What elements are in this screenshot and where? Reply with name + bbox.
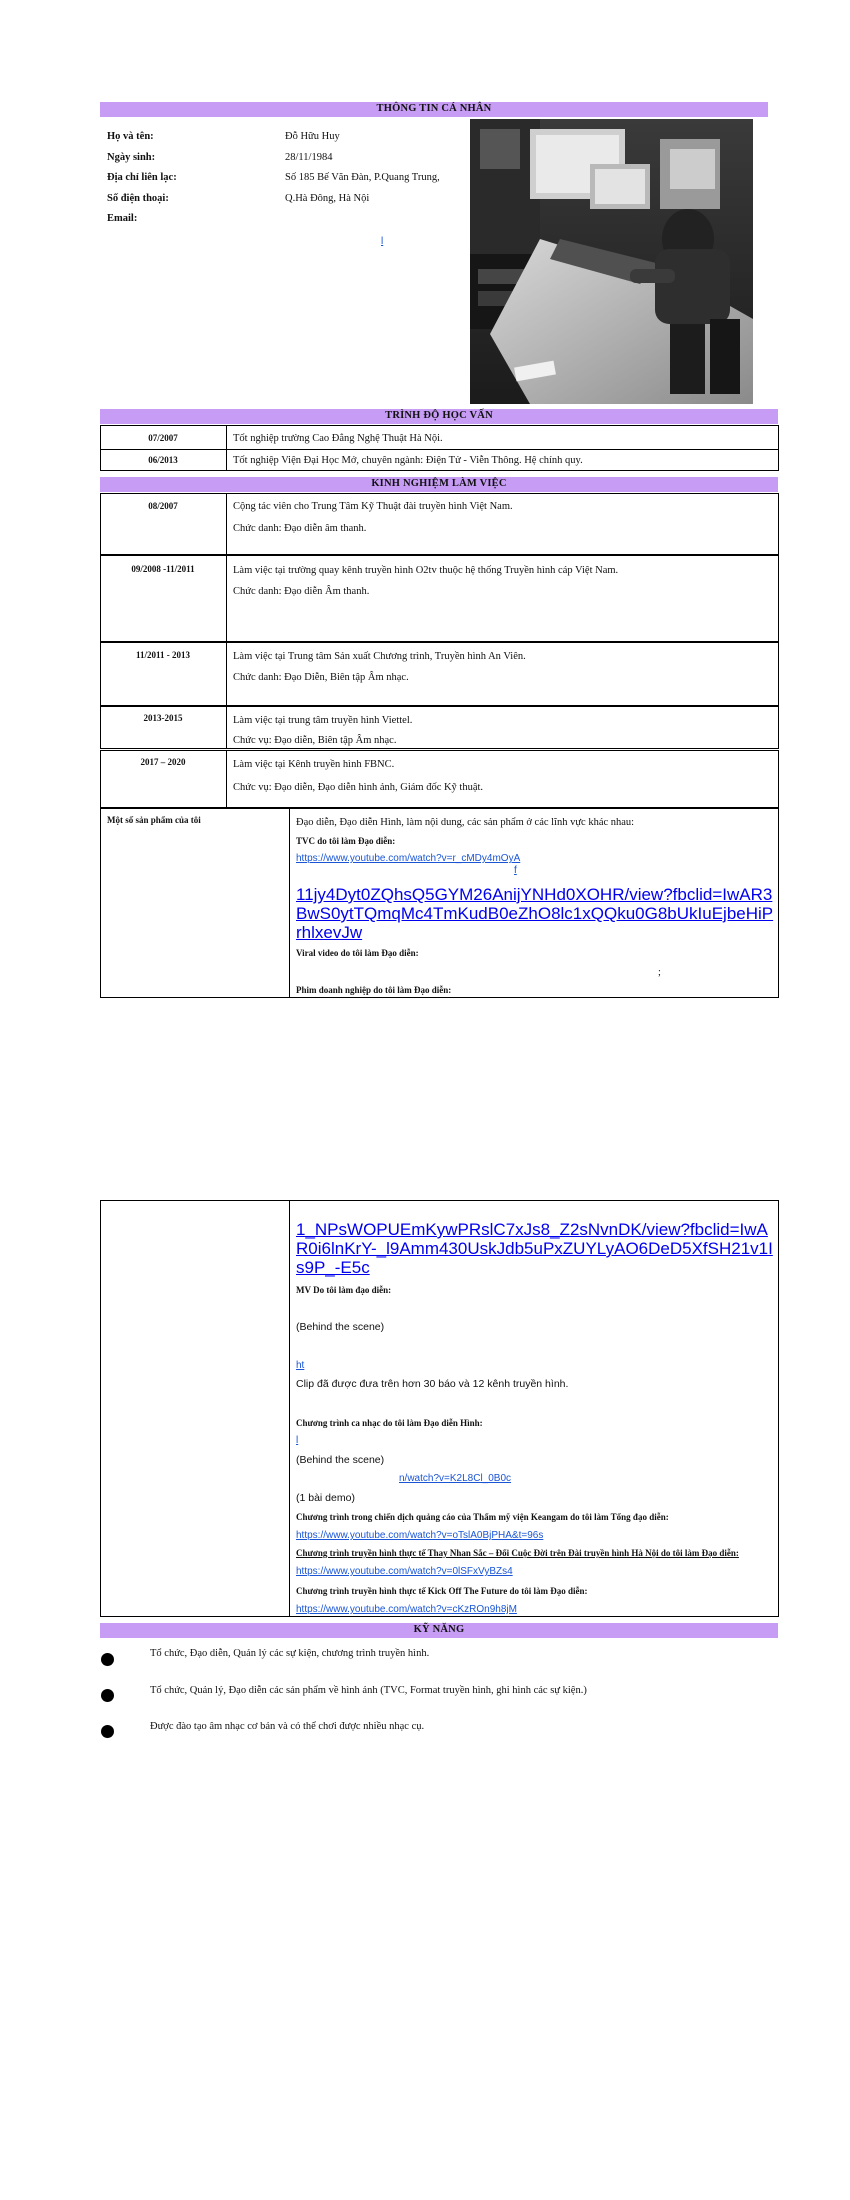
education-text: Tốt nghiệp trường Cao Đẳng Nghệ Thuật Hà Nội. bbox=[233, 433, 443, 444]
experience-line2: Chức danh: Đạo diễn Âm thanh. bbox=[233, 586, 370, 597]
experience-date: 08/2007 bbox=[148, 501, 178, 511]
clip-note: Clip đã được đưa trên hơn 30 báo và 12 kênh truyền hình. bbox=[296, 1378, 569, 1390]
film-heading: Phim doanh nghiệp do tôi làm Đạo diễn: bbox=[296, 985, 452, 995]
viral-semicolon: ; bbox=[658, 967, 661, 978]
experience-line1: Làm việc tại Trung tâm Sản xuất Chương trình, Truyền hình An Viên. bbox=[233, 651, 526, 662]
tvc-link[interactable]: https://www.youtube.com/watch?v=r_cMDy4mOyA bbox=[296, 853, 521, 864]
reality2-link[interactable]: https://www.youtube.com/watch?v=cKzROn9h8jM bbox=[296, 1604, 517, 1615]
music-heading: Chương trình ca nhạc do tôi làm Đạo diễn Hình: bbox=[296, 1418, 483, 1428]
behind-scene-2: (Behind the scene) bbox=[296, 1454, 385, 1466]
skill-item: Được đào tạo âm nhạc cơ bản và có thể chơi được nhiều nhạc cụ. bbox=[150, 1721, 425, 1732]
dob-label: Ngày sinh: bbox=[107, 152, 156, 163]
reality1-link[interactable]: https://www.youtube.com/watch?v=0lSFxVyBZs4 bbox=[296, 1566, 513, 1577]
education-col-divider bbox=[226, 425, 227, 471]
studio-photo-icon bbox=[470, 119, 753, 404]
experience-col-divider bbox=[226, 706, 227, 749]
experience-col-divider bbox=[226, 750, 227, 808]
name-value: Đỗ Hữu Huy bbox=[285, 131, 340, 142]
products-col-divider bbox=[289, 808, 290, 998]
tvc-heading: TVC do tôi làm Đạo diễn: bbox=[296, 836, 396, 846]
experience-line1: Làm việc tại Kênh truyền hình FBNC. bbox=[233, 759, 395, 770]
phone-label: Số điện thoại: bbox=[107, 193, 169, 204]
experience-line1: Làm việc tại trung tâm truyền hình Viettel. bbox=[233, 715, 413, 726]
bullet-icon bbox=[101, 1689, 114, 1702]
experience-date: 09/2008 -11/2011 bbox=[131, 564, 195, 574]
experience-date: 2013-2015 bbox=[143, 713, 183, 723]
experience-date: 2017 – 2020 bbox=[140, 757, 186, 767]
products-col-divider bbox=[289, 1200, 290, 1617]
mv-heading: MV Do tôi làm đạo diễn: bbox=[296, 1285, 392, 1295]
reality2-heading: Chương trình truyền hình thực tế Kick Off The Future do tôi làm Đạo diễn: bbox=[296, 1586, 588, 1596]
experience-line1: Làm việc tại trường quay kênh truyền hình O2tv thuộc hệ thống Truyền hình cáp Việt Nam. bbox=[233, 565, 619, 576]
education-text: Tốt nghiệp Viện Đại Học Mở, chuyên ngành: Điện Tử - Viễn Thông. Hệ chính quy. bbox=[233, 455, 583, 466]
experience-col-divider bbox=[226, 493, 227, 555]
email-label: Email: bbox=[107, 213, 138, 224]
keangam-heading: Chương trình trong chiến dịch quảng cáo của Thẩm mỹ viện Keangam do tôi làm Tổng đạo diễn: bbox=[296, 1512, 669, 1522]
experience-line2: Chức danh: Đạo Diễn, Biên tập Âm nhạc. bbox=[233, 672, 409, 683]
bullet-icon bbox=[101, 1725, 114, 1738]
link-fragment-ht[interactable]: ht bbox=[296, 1360, 305, 1371]
viral-heading: Viral video do tôi làm Đạo diễn: bbox=[296, 948, 419, 958]
address-line2: Q.Hà Đông, Hà Nội bbox=[285, 193, 370, 204]
behind-scene-1: (Behind the scene) bbox=[296, 1321, 385, 1333]
experience-header: KINH NGHIỆM LÀM VIỆC bbox=[100, 477, 778, 492]
link-fragment-l[interactable]: l bbox=[296, 1435, 299, 1446]
reality1-heading: Chương trình truyền hình thực tế Thay Nhan Sắc – Đổi Cuộc Đời trên Đài truyền hình Hà Nội do tôi làm Đạo diễn: bbox=[296, 1548, 739, 1558]
personal-info-header: THÔNG TIN CÁ NHÂN bbox=[100, 102, 768, 117]
demo-note: (1 bài demo) bbox=[296, 1492, 355, 1504]
address-line1: Số 185 Bế Văn Đàn, P.Quang Trung, bbox=[285, 172, 440, 183]
experience-line2: Chức vụ: Đạo diễn, Đạo diễn hình ảnh, Giám đốc Kỹ thuật. bbox=[233, 782, 484, 793]
experience-line2: Chức danh: Đạo diễn âm thanh. bbox=[233, 523, 367, 534]
link-fragment-f[interactable]: f bbox=[514, 865, 517, 876]
email-link[interactable]: l bbox=[381, 236, 384, 247]
education-divider bbox=[100, 449, 779, 450]
skills-header: KỸ NĂNG bbox=[100, 1623, 778, 1638]
experience-line2: Chức vụ: Đạo diễn, Biên tập Âm nhạc. bbox=[233, 735, 397, 746]
experience-line1: Cộng tác viên cho Trung Tâm Kỹ Thuật đài truyền hình Việt Nam. bbox=[233, 501, 513, 512]
experience-col-divider bbox=[226, 642, 227, 706]
bullet-icon bbox=[101, 1653, 114, 1666]
education-date: 07/2007 bbox=[148, 433, 178, 443]
products-label: Một số sản phẩm của tôi bbox=[107, 815, 201, 825]
products-intro: Đạo diễn, Đạo diễn Hình, làm nội dung, các sản phẩm ở các lĩnh vực khác nhau: bbox=[296, 817, 635, 828]
address-label: Địa chỉ liên lạc: bbox=[107, 172, 177, 183]
keangam-link[interactable]: https://www.youtube.com/watch?v=oTslA0BjPHA&t=96s bbox=[296, 1530, 544, 1541]
education-header: TRÌNH ĐỘ HỌC VẤN bbox=[100, 409, 778, 424]
profile-photo bbox=[470, 119, 753, 404]
drive-link-1[interactable]: 11jy4Dyt0ZQhsQ5GYM26AnijYNHd0XOHR/view?fbclid=IwAR3BwS0ytTQmqMc4TmKudB0eZhO8lc1xQQku0G8bUkIuEjbeHiPrhlxevJw bbox=[296, 885, 774, 942]
experience-col-divider bbox=[226, 555, 227, 642]
drive-link-2[interactable]: 1_NPsWOPUEmKywPRslC7xJs8_Z2sNvnDK/view?fbclid=IwAR0i6lnKrY-_l9Amm430UskJdb5uPxZUYLyAO6DeD5XfSH21v1Is9P_-E5c bbox=[296, 1220, 773, 1277]
skill-item: Tổ chức, Đạo diễn, Quản lý các sự kiện, chương trình truyền hình. bbox=[150, 1648, 430, 1659]
experience-date: 11/2011 - 2013 bbox=[135, 650, 190, 660]
dob-value: 28/11/1984 bbox=[285, 152, 333, 163]
skill-item: Tổ chức, Quản lý, Đạo diễn các sản phẩm về hình ảnh (TVC, Format truyền hình, ghi hình các sự kiện.) bbox=[150, 1685, 587, 1696]
education-date: 06/2013 bbox=[148, 455, 178, 465]
music-link[interactable]: n/watch?v=K2L8Cl_0B0c bbox=[399, 1473, 512, 1484]
name-label: Họ và tên: bbox=[107, 131, 154, 142]
